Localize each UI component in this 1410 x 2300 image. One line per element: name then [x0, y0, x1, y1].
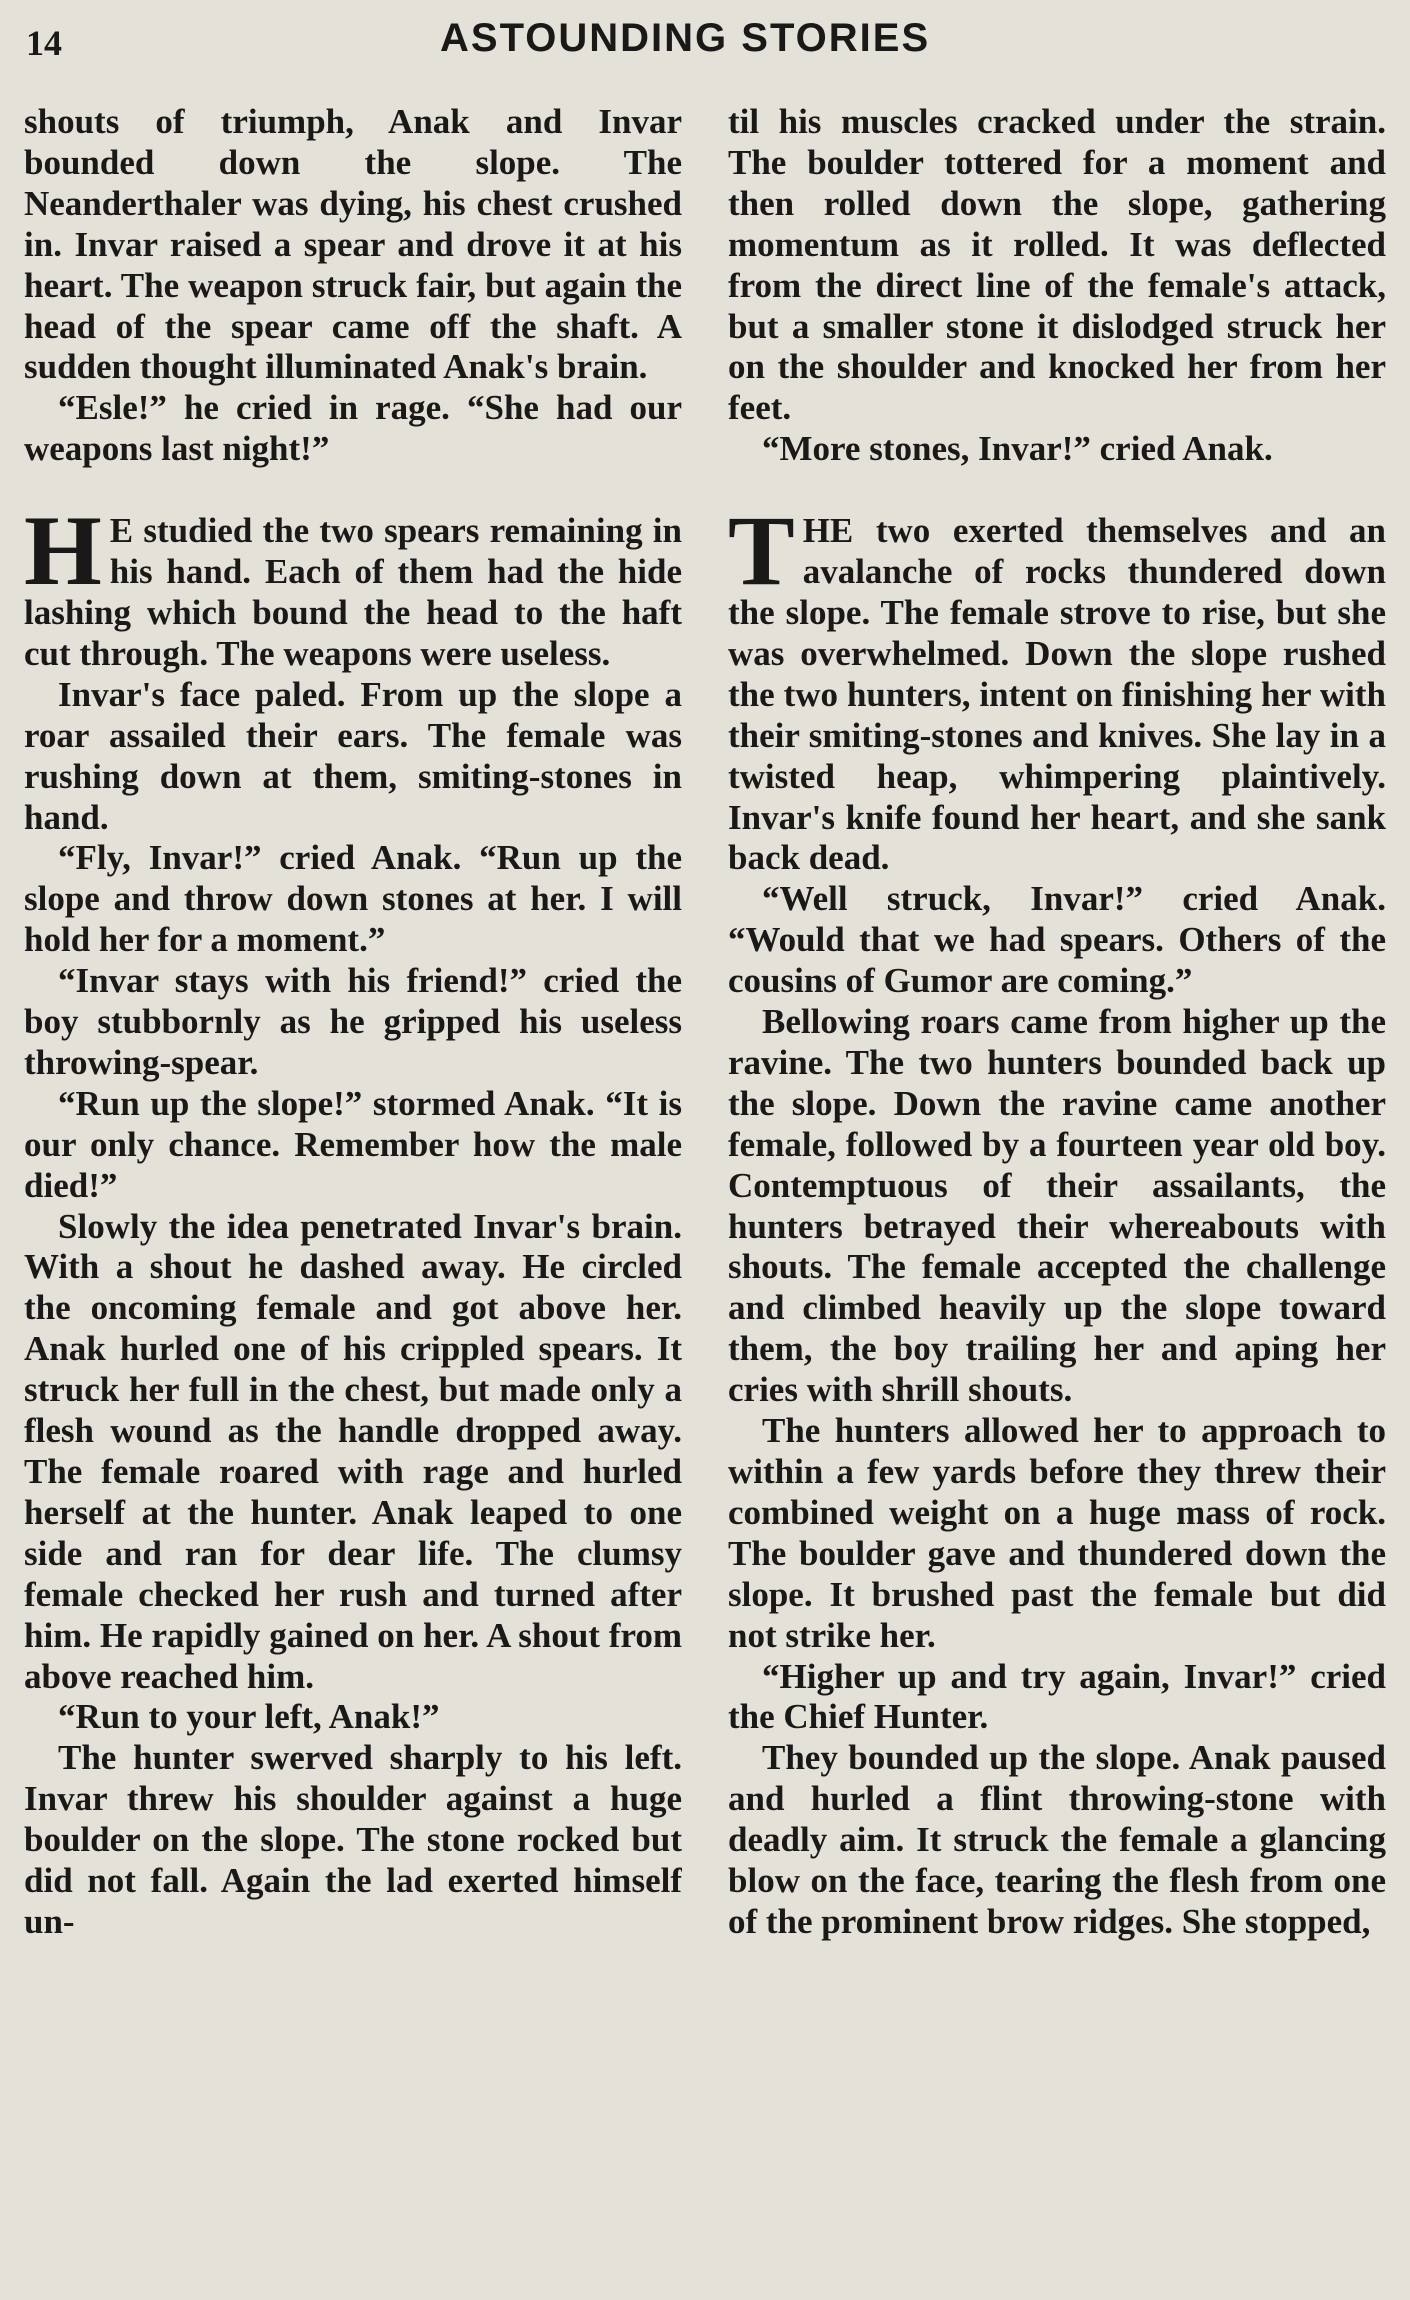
paragraph: The hunter swerved sharply to his left. Invar threw his shoulder against a huge boulder on the slope. The stone rocked but did not fall. Again the lad exerted himself un- — [24, 1738, 682, 1941]
paragraph: shouts of triumph, Anak and Invar bounded down the slope. The Neanderthaler was dying, his chest crushed in. Invar raised a spear and drove it at his heart. The weapon struck fair, but again the head of the spear came off the shaft. A sudden thought illuminated Anak's brain. — [24, 102, 682, 387]
paragraph-with-dropcap — [728, 495, 1386, 879]
paragraph: Bellowing roars came from higher up the ravine. The two hunters bounded back up the slope. Down the ravine came another female, followed by a fourteen year old boy. Contemptuous of their assailants, the hunters betrayed their whereabouts with shouts. The female accepted the challenge and climbed heavily up the slope toward them, the boy trailing her and aping her cries with shrill shouts. — [728, 1002, 1386, 1410]
paragraph: “Invar stays with his friend!” cried the boy stubbornly as he gripped his useless throwing-spear. — [24, 961, 682, 1082]
page-number: 14 — [26, 23, 62, 63]
paragraph: “Run to your left, Anak!” — [58, 1697, 440, 1737]
drop-cap: T — [728, 495, 795, 607]
paragraph-text: HE two exerted themselves and an avalanche of rocks thundered down the slope. The female strove to rise, but she was overwhelmed. Down the slope rushed the two hunters, intent on finishing her with their smiting-stones and knives. She lay in a twisted heap, whimpering plaintively. Invar's knife found her heart, and she sank back dead. — [728, 511, 1386, 878]
paragraph: They bounded up the slope. Anak paused and hurled a flint throwing-stone with deadly aim. It struck the female a glancing blow on the face, tearing the flesh from one of the prominent brow ridges. She stopped, — [728, 1738, 1386, 1941]
paragraph: “Run up the slope!” stormed Anak. “It is our only chance. Remember how the male died!” — [24, 1083, 682, 1205]
right-column — [728, 102, 1386, 2292]
running-title: ASTOUNDING STORIES — [440, 16, 931, 60]
paragraph-text: E studied the two spears remaining in his hand. Each of them had the hide lashing which bound the head to the haft cut through. The weapons were useless. — [24, 511, 682, 673]
page-header — [0, 14, 1410, 64]
paragraph-with-dropcap — [24, 495, 682, 675]
left-column — [24, 102, 682, 2292]
paragraph: “Well struck, Invar!” cried Anak. “Would that we had spears. Others of the cousins of Gumor are coming.” — [728, 879, 1386, 1001]
paragraph: til his muscles cracked under the strain. The boulder tottered for a moment and then rolled down the slope, gathering momentum as it rolled. It was deflected from the direct line of the female's attack, but a smaller stone it dislodged struck her on the shoulder and knocked her from her feet. — [728, 102, 1386, 428]
paragraph: “More stones, Invar!” cried Anak. — [762, 429, 1273, 469]
paragraph: “Higher up and try again, Invar!” cried the Chief Hunter. — [728, 1656, 1386, 1737]
paragraph: “Fly, Invar!” cried Anak. “Run up the slope and throw down stones at her. I will hold her for a moment.” — [24, 838, 682, 960]
drop-cap: H — [24, 495, 102, 607]
paragraph: Slowly the idea penetrated Invar's brain. With a shout he dashed away. He circled the oncoming female and got above her. Anak hurled one of his crippled spears. It struck her full in the chest, but made only a flesh wound as the handle dropped away. The female roared with rage and hurled herself at the hunter. Anak leaped to one side and ran for dear life. The clumsy female checked her rush and turned after him. He rapidly gained on her. A shout from above reached him. — [24, 1206, 682, 1696]
paragraph: The hunters allowed her to approach to within a few yards before they threw their combined weight on a huge mass of rock. The boulder gave and thundered down the slope. It brushed past the female but did not strike her. — [728, 1411, 1386, 1655]
paragraph: “Esle!” he cried in rage. “She had our weapons last night!” — [24, 388, 682, 469]
paragraph: Invar's face paled. From up the slope a roar assailed their ears. The female was rushing down at them, smiting-stones in hand. — [24, 674, 682, 837]
